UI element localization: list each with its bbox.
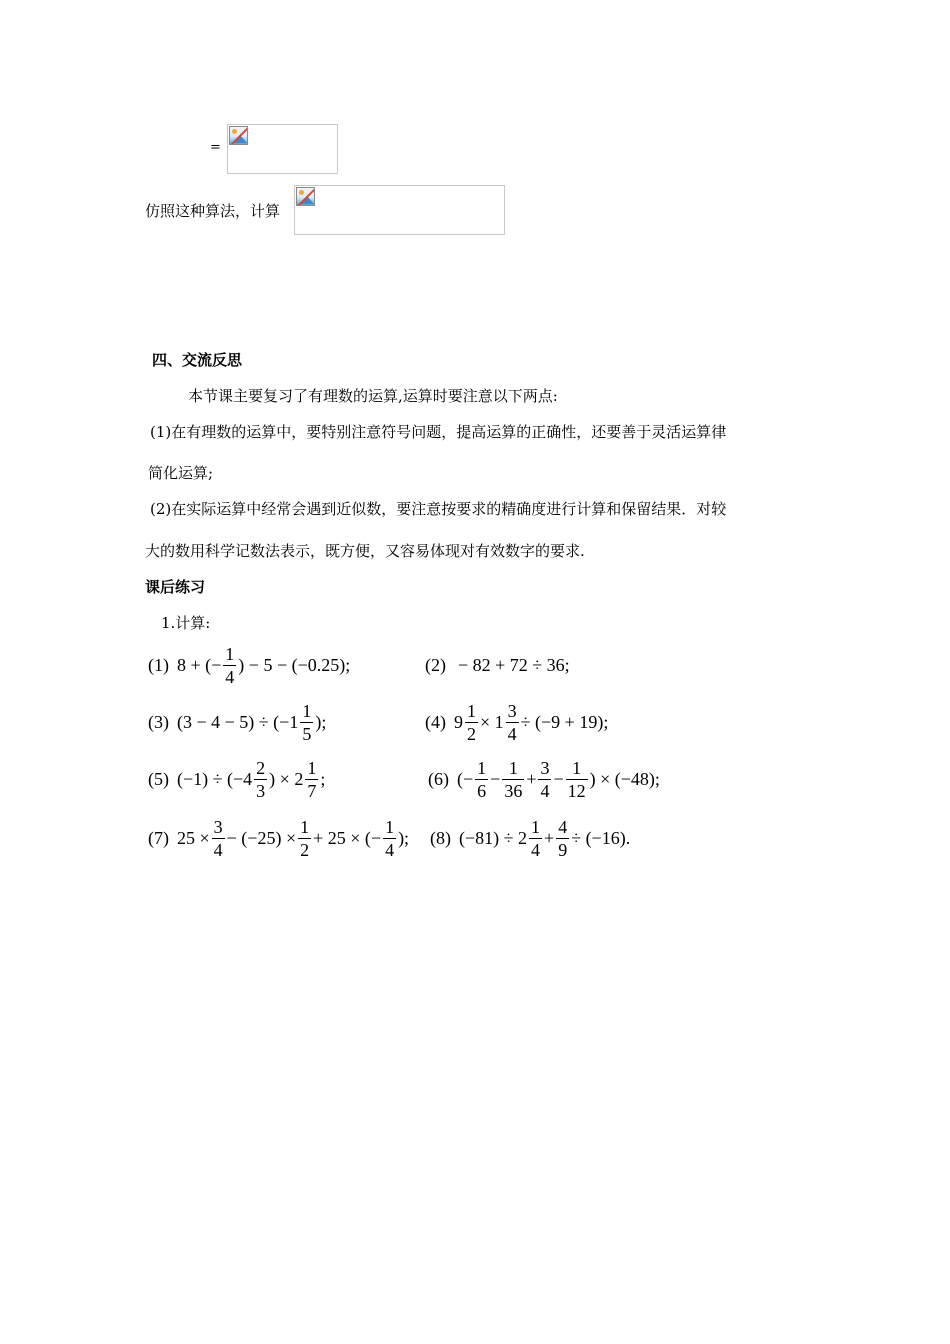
equals-sign: = — [210, 140, 221, 155]
fraction: $\frac{1}{36}$ — [504, 757, 523, 801]
problem-3: (3) (3 − 4 − 5) ÷ (−1 $\frac{1}{5}$ ); — [148, 700, 327, 744]
fraction: $\frac{1}{4}$ — [225, 643, 235, 687]
fraction: $\frac{1}{4}$ — [385, 816, 395, 860]
fraction: $\frac{1}{6}$ — [477, 757, 487, 801]
fraction: $\frac{1}{5}$ — [302, 700, 312, 744]
fraction: $\frac{1}{4}$ — [531, 816, 541, 860]
problem-5: (5) (−1) ÷ (−4 $\frac{2}{3}$ ) × 2 $\frac{1}{7}$ ; — [148, 757, 326, 801]
broken-image-icon — [229, 126, 248, 145]
fraction: $\frac{1}{2}$ — [467, 700, 476, 744]
problem-4: (4) 9 $\frac{1}{2}$ × 1 $\frac{3}{4}$ ÷ (−9 + 19); — [425, 700, 609, 744]
problem-1: (1) 8 + (− $\frac{1}{4}$ ) − 5 − (−0.25); — [148, 643, 351, 687]
fraction: $\frac{2}{3}$ — [256, 757, 266, 801]
point1-line2: 简化运算; — [148, 464, 214, 482]
fraction: $\frac{3}{4}$ — [507, 700, 517, 744]
broken-image-2 — [294, 185, 505, 235]
fraction: $\frac{1}{2}$ — [300, 816, 310, 860]
homework-item1: 1.计算: — [161, 614, 211, 632]
problem-8: (8) (−81) ÷ 2 $\frac{1}{4}$ + $\frac{4}{9}$ ÷ (−16). — [430, 816, 631, 860]
fraction: $\frac{4}{9}$ — [558, 816, 568, 860]
fraction: $\frac{1}{7}$ — [307, 757, 317, 801]
imitate-text: 仿照这种算法，计算 — [145, 202, 281, 220]
broken-image-icon — [296, 187, 315, 206]
problem-2: (2) − 82 + 72 ÷ 36; — [425, 654, 570, 675]
homework-heading: 课后练习 — [145, 578, 206, 596]
point2-line1: (2)在实际运算中经常会遇到近似数，要注意按要求的精确度进行计算和保留结果．对较 — [150, 500, 727, 518]
fraction: $\frac{3}{4}$ — [540, 757, 550, 801]
section4-intro: 本节课主要复习了有理数的运算,运算时要注意以下两点: — [188, 387, 558, 405]
broken-image-1 — [227, 124, 338, 174]
point2-line2: 大的数用科学记数法表示，既方便，又容易体现对有效数字的要求. — [145, 542, 585, 560]
fraction: $\frac{1}{12}$ — [567, 757, 586, 801]
fraction: $\frac{3}{4}$ — [213, 816, 223, 860]
problem-6: (6) (− $\frac{1}{6}$ − $\frac{1}{36}$ + $\frac{3}{4}$ − $\frac{1}{12}$ ) × (−48); — [428, 757, 660, 801]
section4-heading: 四、交流反思 — [152, 351, 243, 369]
point1-line1: (1)在有理数的运算中，要特别注意符号问题，提高运算的正确性，还要善于灵活运算律 — [150, 423, 727, 441]
problem-7: (7) 25 × $\frac{3}{4}$ − (−25) × $\frac{1}{2}$ + 25 × (− $\frac{1}{4}$ ); — [148, 816, 410, 860]
